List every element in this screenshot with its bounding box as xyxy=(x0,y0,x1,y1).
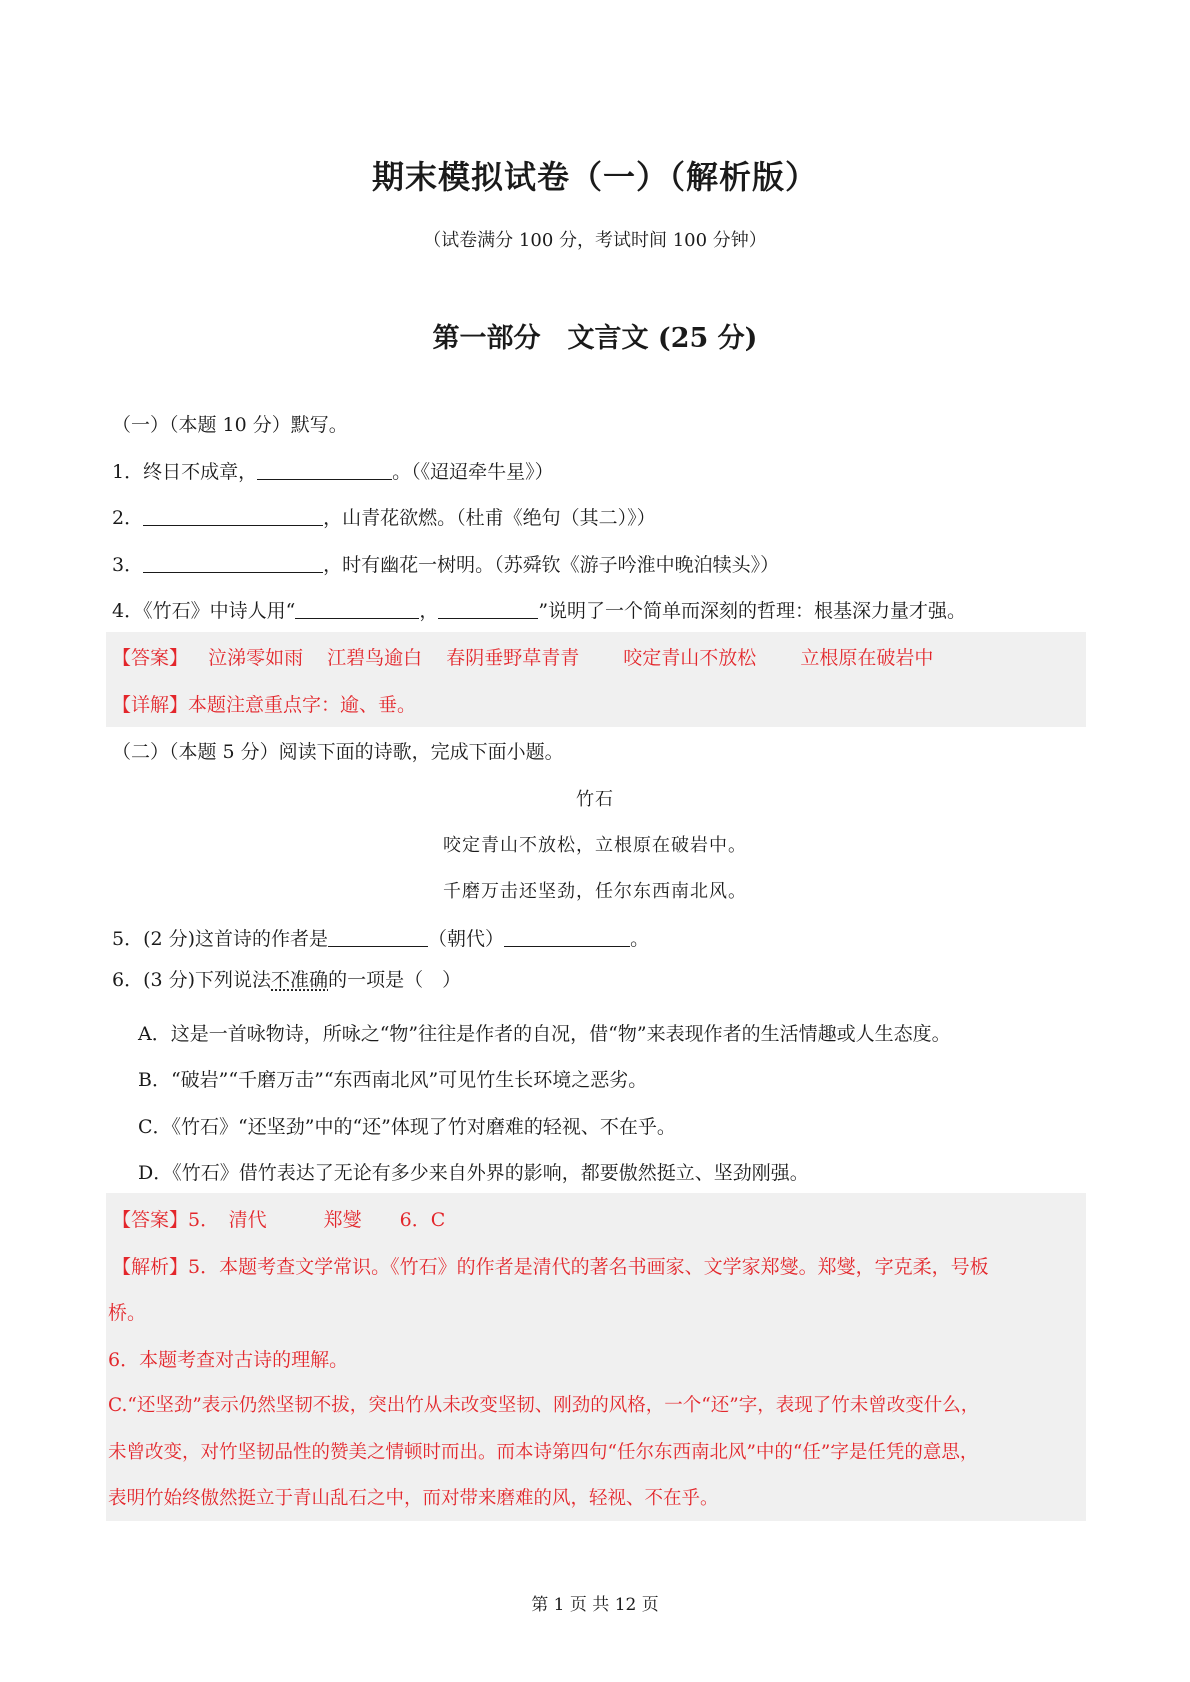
analysis-line-2: 桥。 xyxy=(108,1302,147,1324)
question-3-blank[interactable] xyxy=(143,552,323,573)
question-6-prefix: 6．(3 分)下列说法 xyxy=(112,969,272,991)
answer-1-item: 春阴垂野草青青 xyxy=(446,647,580,669)
answer-1 xyxy=(112,643,933,670)
poem-line-2: 千磨万击还坚劲，任尔东西南北风。 xyxy=(443,881,747,902)
question-4-blank-2[interactable] xyxy=(438,598,538,619)
analysis-line-5: 未曾改变，对竹坚韧品性的赞美之情顿时而出。而本诗第四句“任尔东西南北风”中的“任”字是任凭的意思， xyxy=(108,1442,979,1463)
question-4-suffix: ”说明了一个简单而深刻的哲理：根基深力量才强。 xyxy=(538,600,967,622)
detail-1-text: 本题注意重点字：逾、垂。 xyxy=(188,694,417,716)
analysis-line-1 xyxy=(112,1252,989,1279)
analysis-line-4: C.“还坚劲”表示仍然坚韧不拔，突出竹从未改变坚韧、刚劲的风格，一个“还”字，表现了竹未曾改变什么， xyxy=(108,1395,980,1416)
question-5-mid: （朝代） xyxy=(428,928,505,950)
question-1-prefix: 1．终日不成章， xyxy=(112,461,258,483)
question-4-prefix: 4．《竹石》中诗人用“ xyxy=(112,600,296,622)
option-d[interactable]: D．《竹石》借竹表达了无论有多少来自外界的影响，都要傲然挺立、坚劲刚强。 xyxy=(138,1162,809,1184)
option-a[interactable]: A．这是一首咏物诗，所咏之“物”往往是作者的自况，借“物”来表现作者的生活情趣或人生态度。 xyxy=(138,1023,951,1045)
answer-2-text: 5． 清代 郑燮 6．C xyxy=(188,1209,446,1231)
question-5 xyxy=(112,924,649,951)
question-1-blank[interactable] xyxy=(257,459,392,480)
detail-1-label: 【详解】 xyxy=(112,694,189,716)
question-2-prefix: 2． xyxy=(112,507,144,529)
question-3-prefix: 3． xyxy=(112,554,144,576)
analysis-line-6: 表明竹始终傲然挺立于青山乱石之中，而对带来磨难的风，轻视、不在乎。 xyxy=(108,1488,719,1509)
question-6-emphasis: 不准确 xyxy=(271,969,329,991)
question-5-blank-1[interactable] xyxy=(328,926,428,947)
question-5-suffix: 。 xyxy=(630,928,650,950)
question-2 xyxy=(112,503,656,530)
question-3 xyxy=(112,550,779,577)
answer-1-label: 【答案】 xyxy=(112,647,189,669)
analysis-label: 【解析】 xyxy=(112,1256,189,1278)
question-4-mid: ， xyxy=(419,600,439,622)
answer-2-label: 【答案】 xyxy=(112,1209,189,1231)
option-c[interactable]: C．《竹石》“还坚劲”中的“还”体现了竹对磨难的轻视、不在乎。 xyxy=(138,1116,676,1138)
page-title: 期末模拟试卷（一）（解析版） xyxy=(371,158,818,196)
question-1 xyxy=(112,457,554,484)
question-3-suffix: ，时有幽花一树明。（苏舜钦《游子吟淮中晚泊犊头》） xyxy=(323,554,780,576)
question-5-blank-2[interactable] xyxy=(504,926,630,947)
question-1-suffix: 。（《迢迢牵牛星》） xyxy=(392,461,554,483)
poem-line-1: 咬定青山不放松，立根原在破岩中。 xyxy=(443,835,747,856)
question-4 xyxy=(112,596,966,623)
section1-heading: （一）（本题 10 分）默写。 xyxy=(112,414,348,436)
part-heading: 第一部分 文言文 (25 分) xyxy=(432,323,758,354)
answer-2 xyxy=(112,1205,445,1232)
section2-heading: （二）（本题 5 分）阅读下面的诗歌，完成下面小题。 xyxy=(112,741,564,763)
answer-1-item: 泣涕零如雨 xyxy=(208,647,304,669)
option-b[interactable]: B．“破岩”“千磨万击”“东西南北风”可见竹生长环境之恶劣。 xyxy=(138,1069,648,1091)
detail-1 xyxy=(112,690,416,717)
question-5-prefix: 5．(2 分)这首诗的作者是 xyxy=(112,928,329,950)
question-6 xyxy=(112,965,461,992)
poem-title: 竹石 xyxy=(576,789,614,810)
question-4-blank-1[interactable] xyxy=(295,598,419,619)
analysis-line-3: 6．本题考查对古诗的理解。 xyxy=(108,1349,349,1371)
question-2-suffix: ，山青花欲燃。（杜甫《绝句（其二）》） xyxy=(323,507,656,529)
page-footer: 第 1 页 共 12 页 xyxy=(531,1595,659,1615)
question-2-blank[interactable] xyxy=(143,505,323,526)
page-subtitle: （试卷满分 100 分，考试时间 100 分钟） xyxy=(423,230,767,251)
answer-1-item: 咬定青山不放松 xyxy=(623,647,757,669)
answer-1-item: 立根原在破岩中 xyxy=(800,647,934,669)
analysis-text: 5．本题考查文学常识。《竹石》的作者是清代的著名书画家、文学家郑燮。郑燮，字克柔，号板 xyxy=(188,1256,989,1278)
answer-1-item: 江碧鸟逾白 xyxy=(327,647,423,669)
question-6-suffix: 的一项是（ ） xyxy=(328,969,462,991)
